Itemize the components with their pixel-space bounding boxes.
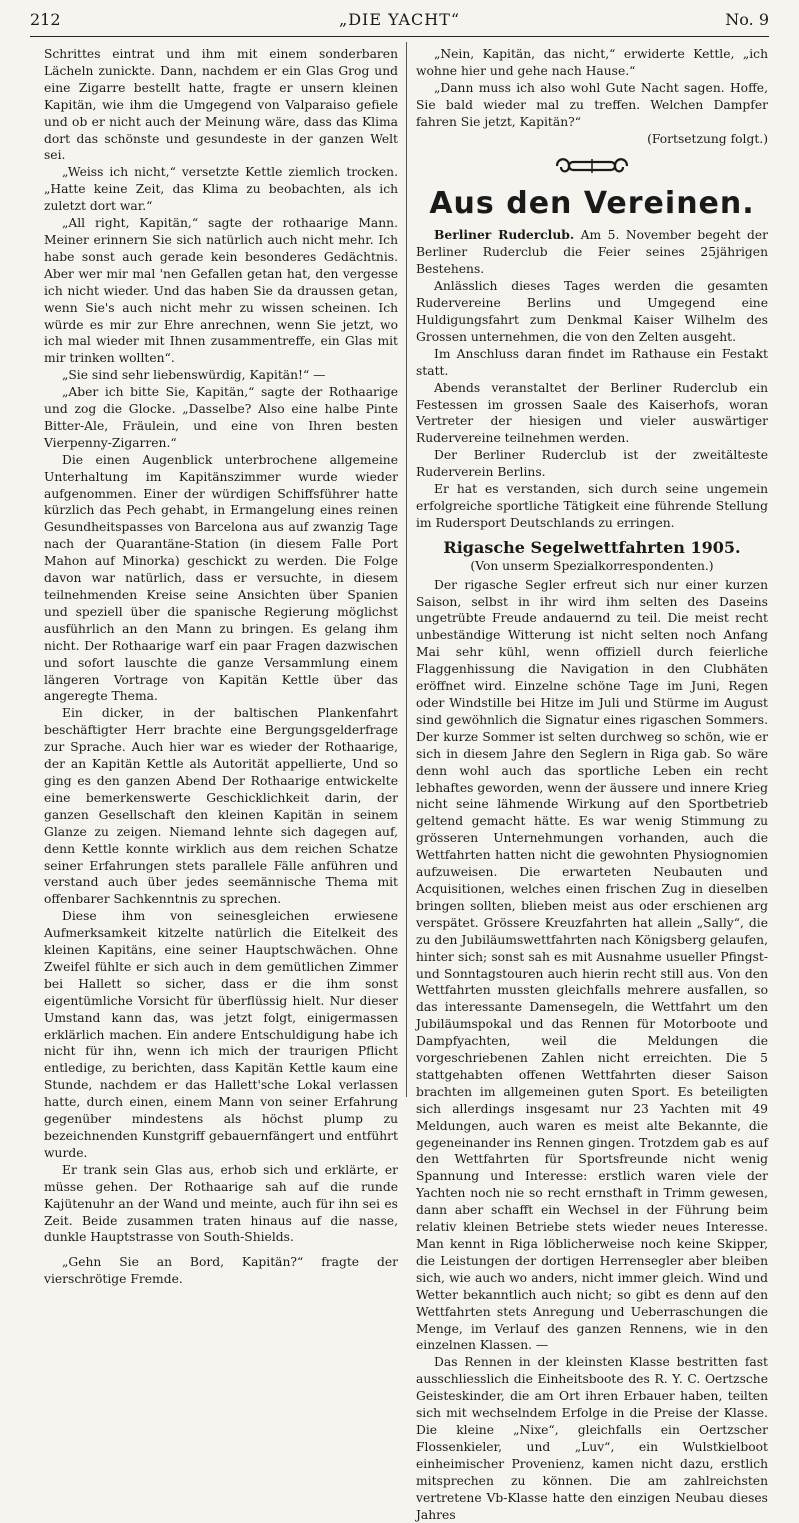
column-divider bbox=[406, 42, 407, 1097]
paragraph: „Dann muss ich also wohl Gute Nacht sagen. Hoffe, Sie bald wieder mal zu treffen. Welchen Dampfer fahren Sie jetzt, Kapitän?“ bbox=[416, 80, 768, 129]
paragraph: Im Anschluss daran findet im Rathause ein Festakt statt. bbox=[416, 346, 768, 378]
paragraph: Schrittes eintrat und ihm mit einem sonderbaren Lächeln zunickte. Dann, nachdem er ein Glas Grog und eine Zigarre bestellt hatte, fragte er unsern kleinen Kapitän, wie ihm die Umgegend von Valparaiso gefiele und ob er nicht auch der Meinung wäre, dass das Klima dort das schönste und gesundeste in der ganzen Welt sei. bbox=[44, 47, 398, 163]
scroll-ornament-svg bbox=[549, 153, 635, 179]
paragraph: „Aber ich bitte Sie, Kapitän,“ sagte der Rothaarige und zog die Glocke. „Dasselbe? Also eine halbe Pinte Bitter-Ale, Fräulein, und eine von Ihren besten Vierpenny-Zigarren.“ bbox=[44, 385, 398, 450]
paragraph: Anlässlich dieses Tages werden die gesamten Rudervereine Berlins und Umgegend eine Huldigungsfahrt zum Denkmal Kaiser Wilhelm des Grossen unternehmen, die von den Zelten ausgeht. bbox=[416, 279, 768, 344]
paragraph: Er trank sein Glas aus, erhob sich und erklärte, er müsse gehen. Der Rothaarige sah auf die runde Kajütenuhr an der Wand und meinte, auch für ihn sei es Zeit. Beide zusammen traten hinaus auf die nasse, dunkle Hauptstrasse von South-Shields. bbox=[44, 1162, 398, 1245]
paragraph: „All right, Kapitän,“ sagte der rothaarige Mann. Meiner erinnern Sie sich natürlich auch nicht mehr. Ich habe sonst auch gerade kein besonderes Gedächtnis. Aber wer mir mal 'nen Gefallen getan hat, den vergesse ich nicht wieder. Und das haben Sie da draussen getan, wenn Sie's auch nicht mehr zu wissen scheinen. Ich würde es mir zur Ehre anrechnen, wenn Sie jetzt, wo ich mal wieder mit Ihnen zusammentreffe, ein Glas mit mir trinken wollten“. bbox=[44, 216, 398, 366]
continuation-note: (Fortsetzung folgt.) bbox=[647, 131, 768, 146]
paragraph: Der rigasche Segler erfreut sich nur einer kurzen Saison, selbst in ihr wird ihm selten des Daseins ungetrübte Freude andauernd zu teil. Die meist recht unbeständige Witterung ist nicht selten noch Anfang Mai sehr kühl, wenn offiziell durch feierliche Flaggenhissung die Navigation in den Clubhäten eröffnet wird. Einzelne schöne Tage im Juni, Regen oder Windstille bei Hitze im Juli und Stürme im August sind gewöhnlich die Signatur eines rigaschen Sommers. Der kurze Sommer ist selten durchweg so schön, wie er sich in diesem Jahre den Seglern in Riga gab. So wäre denn wohl auch das sportliche Leben ein recht lebhaftes geworden, wenn der äussere und innere Krieg nicht seine lähmende Wirkung auf den Sportbetrieb geltend gemacht hätte. Es war wenig Stimmung zu grösseren Unternehmungen vorhanden, auch die Wettfahrten hatten nicht die gewohnten Physiognomien aufzuweisen. Die erwarteten Neubauten und Acquisitionen, welches einen frischen Zug in dieselben bringen sollten, blieben meist aus oder erschienen arg verspätet. Grössere Kreuzfahrten hat allein „Sally“, die zu den Jubiläumswettfahrten nach Königsberg gelaufen, hinter sich; sonst sah es mit Ausnahme usueller Pfingst- und Sonntagstouren auch hierin recht still aus. Von den Wettfahrten mussten gleichfalls mehrere ausfallen, so das interessante Damensegeln, die Wettfahrt um den Jubiläumspokal und das Rennen für Motorboote und Dampfyachten, weil die Meldungen die vorgeschriebenen Zahlen nicht erreichten. Die 5 stattgehabten offenen Wettfahrten dieser Saison brachten im allgemeinen guten Sport. Es beteiligten sich allerdings insgesamt nur 23 Yachten mit 49 Meldungen, auch waren es meist alte Bekannte, die gegeneinander ins Rennen gingen. Trotzdem gab es auf den Wettfahrten für Sportsfreunde nicht wenig Spannung und Interesse: erstlich waren viele der Yachten noch nie so recht ernsthaft in Trimm gewesen, dann aber schafft ein Wechsel in der Führung beim relativ kleinen Betriebe stets wieder neues Interesse. Man kennt in Riga löblicherweise noch keine Skipper, die Leistungen der dortigen Herrensegler aber bleiben sich, wie auch wo anders, nicht immer gleich. Wind und Wetter bekanntlich auch nicht; so gibt es denn auf den Wettfahrten stets Anregung und Ueberraschungen die Menge, im Verlauf des ganzen Rennens, wie in den einzelnen Klassen. — bbox=[416, 577, 768, 1353]
club-text: Am 5. November begeht der Berliner Ruderclub die Feier seines 25jährigen Bestehens. bbox=[416, 228, 768, 277]
right-column bbox=[416, 46, 768, 1523]
page-number: 212 bbox=[30, 10, 61, 29]
paragraph: „Nein, Kapitän, das nicht,“ erwiderte Kettle, „ich wohne hier und gehe nach Hause.“ bbox=[416, 47, 768, 78]
club-paragraph bbox=[416, 227, 768, 278]
paragraph: „Weiss ich nicht,“ versetzte Kettle ziemlich trocken. „Hatte keine Zeit, das Klima zu beobachten, als ich zuletzt dort war.“ bbox=[44, 165, 398, 214]
page-header bbox=[30, 8, 769, 34]
paragraph: „Gehn Sie an Bord, Kapitän?“ fragte der vierschrötige Fremde. bbox=[44, 1255, 398, 1287]
issue-number: No. 9 bbox=[725, 10, 769, 29]
article-subheading: (Von unserm Spezialkorrespondenten.) bbox=[470, 558, 714, 573]
paragraph: Diese ihm von seinesgleichen erwiesene Aufmerksamkeit kitzelte natürlich die Eitelkeit des kleinen Kapitäns, eine seiner Hauptschwächen. Ohne Zweifel fühlte er sich auch in dem gemütlichen Zimmer bei Hallett so sicher, dass er die ihm sonst eigentümliche Vorsicht für überflüssig hielt. Nur dieser Umstand kann das, was jetzt folgt, einigermassen erklärlich machen. Ein andere Entschuldigung habe ich nicht für ihn, wenn ich mich der traurigen Pflicht entledige, zu berichten, dass Kapitän Kettle kaum eine Stunde, nachdem er das Hallett'sche Lokal verlassen hatte, durch einen, einem Mann von seiner Erfahrung gegenüber mindestens als höchst plump zu bezeichnenden Kunstgriff gebauernfängert und entführt wurde. bbox=[44, 909, 398, 1160]
publication-title: „DIE YACHT“ bbox=[338, 10, 461, 29]
article-heading: Rigasche Segelwettfahrten 1905. bbox=[443, 537, 741, 557]
paragraph: Der Berliner Ruderclub ist der zweitälteste Ruderverein Berlins. bbox=[416, 448, 768, 480]
paragraph: Er hat es verstanden, sich durch seine ungemein erfolgreiche sportliche Tätigkeit eine führende Stellung im Rudersport Deutschlands zu erringen. bbox=[416, 482, 768, 530]
paragraph: Abends veranstaltet der Berliner Ruderclub ein Festessen im grossen Saale des Kaiserhofs, woran Vertreter der hiesigen und vieler auswärtiger Rudervereine teilnehmen werden. bbox=[416, 380, 768, 446]
paragraph: Ein dicker, in der baltischen Plankenfahrt beschäftigter Herr brachte eine Bergungsgelderfrage zur Sprache. Auch hier war es wieder der Rothaarige, der an Kapitän Kettle als Autorität appellierte, Und so ging es den ganzen Abend Der Rothaarige entwickelte eine bemerkenswerte Geschicklichkeit darin, der ganzen Gesellschaft den kleinen Kapitän in seinem Glanze zu zeigen. Niemand lehnte sich dagegen auf, denn Kettle konnte wirklich aus dem reichen Schatze seiner Erfahrungen stets parallele Fälle anführen und verstand auch über jedes seemännische Thema mit offenbarer Sachkenntnis zu sprechen. bbox=[44, 706, 398, 907]
paragraph: Die einen Augenblick unterbrochene allgemeine Unterhaltung im Kapitänszimmer wurde wieder aufgenommen. Einer der würdigen Schiffsführer hatte kürzlich das Pech gehabt, in Ermangelung eines reinen Gesundheitspasses von Barcelona aus auf zwanzig Tage nach der Quarantäne-Station (in diesem Falle Port Mahon auf Minorka) geschickt zu werden. Die Folge davon war natürlich, dass er versuchte, in diesem teilnehmenden Kreise seine Ansichten über Spanien und speziell über die spanische Regierung möglichst ausführlich an den Mann zu bringen. Es gelang ihm nicht. Der Rothaarige warf ein paar Fragen dazwischen und sofort lauschte die ganze Versammlung einem längeren Vortrage von Kapitän Kettle über das angeregte Thema. bbox=[44, 452, 398, 704]
header-rule bbox=[30, 36, 769, 37]
scroll-ornament-icon bbox=[416, 153, 768, 179]
left-column bbox=[44, 46, 398, 1288]
club-name: Berliner Ruderclub. bbox=[434, 227, 575, 243]
section-heading: Aus den Vereinen. bbox=[429, 186, 755, 222]
paragraph: Das Rennen in der kleinsten Klasse bestritten fast ausschliesslich die Einheitsboote des R. Y. C. Oertzsche Geisteskinder, die am Ort ihren Erbauer haben, teilten sich mit wechselndem Erfolge in die Preise der Klasse. Die kleine „Nixe“, gleichfalls ein Oertzscher Flossenkieler, und „Luv“, ein Wulstkielboot einheimischer Provenienz, kamen nicht dazu, erstlich mitsprechen zu können. Die am zahlreichsten vertretene Vb-Klasse hatte den einzigen Neubau dieses Jahres bbox=[416, 1355, 768, 1522]
paragraph: „Sie sind sehr liebenswürdig, Kapitän!“ — bbox=[62, 368, 326, 383]
